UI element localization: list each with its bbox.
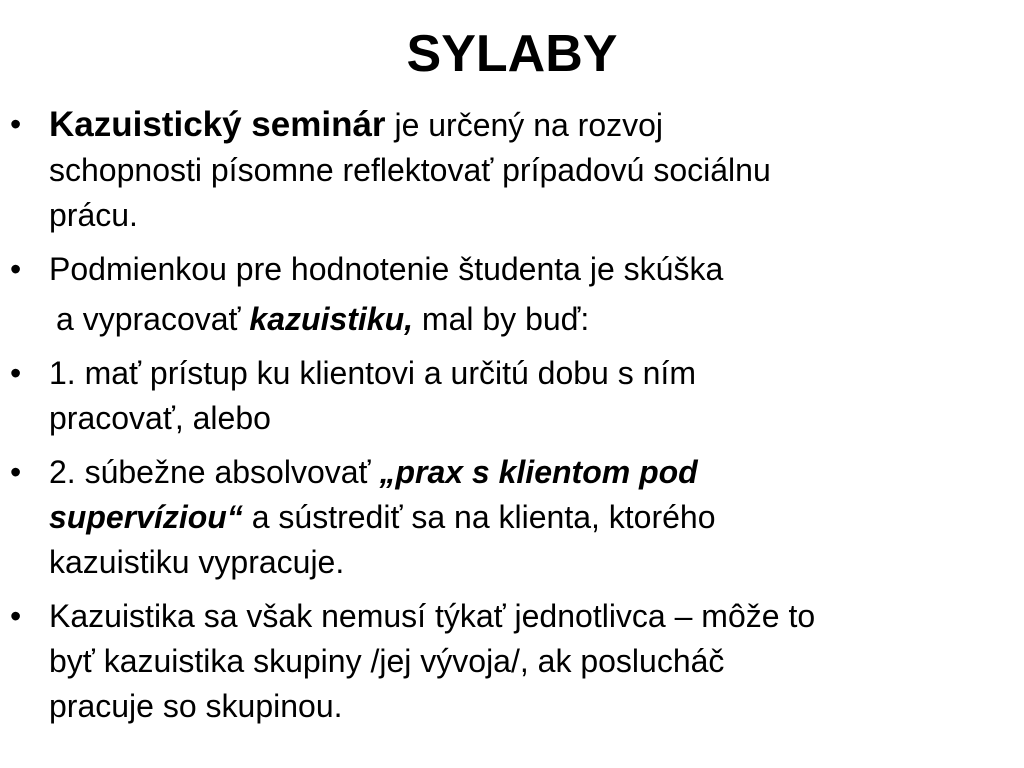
slide-title: SYLABY [406,25,618,83]
bullet-line [56,297,1010,342]
bullet-item-1 [0,102,1010,238]
bullet-line: pracovať, alebo [49,400,271,436]
bullet-line: Kazuistika sa však nemusí týkať jednotlivca – môže to [49,598,816,634]
bullet-line: 1. mať prístup ku klientovi a určitú dobu s ním [49,355,696,391]
bullet-marker: • [10,106,22,142]
bullet-marker: • [10,454,22,490]
bullet-text: a vypracovať [56,301,250,337]
bullet-item-3 [0,351,1010,441]
bullet-text: mal by buď: [413,301,590,337]
bullet-marker: • [10,598,22,634]
bullet-item-4 [0,450,1010,585]
bullet-line: byť kazuistika skupiny /jej vývoja/, ak poslucháč [49,643,725,679]
bullet-line [49,495,1010,540]
bullet-line: schopnosti písomne reflektovať prípadovú sociálnu [49,152,771,188]
bullet-text: 2. súbežne absolvovať [49,454,380,490]
bullet-item-5 [0,594,1010,729]
bullet-line: prácu. [49,197,138,233]
bullet-item-2 [0,247,1010,292]
bullet-marker: • [10,251,22,287]
bullet-line: kazuistiku vypracuje. [49,544,345,580]
emphasized-phrase: kazuistiku, [249,301,414,337]
bullet-list [0,102,1010,738]
emphasized-phrase: supervíziou“ [49,499,243,535]
bold-phrase: Kazuistický seminár [49,105,386,144]
bullet-line: pracuje so skupinou. [49,688,343,724]
bullet-text: je určený na rozvoj [385,107,664,143]
bullet-continuation [0,297,1010,342]
bullet-line: Podmienkou pre hodnotenie študenta je skúška [49,251,724,287]
emphasized-phrase: „prax s klientom pod [379,454,698,490]
bullet-marker: • [10,355,22,391]
bullet-line [49,450,1010,495]
bullet-line [49,102,1010,148]
bullet-text: a sústrediť sa na klienta, ktorého [242,499,716,535]
